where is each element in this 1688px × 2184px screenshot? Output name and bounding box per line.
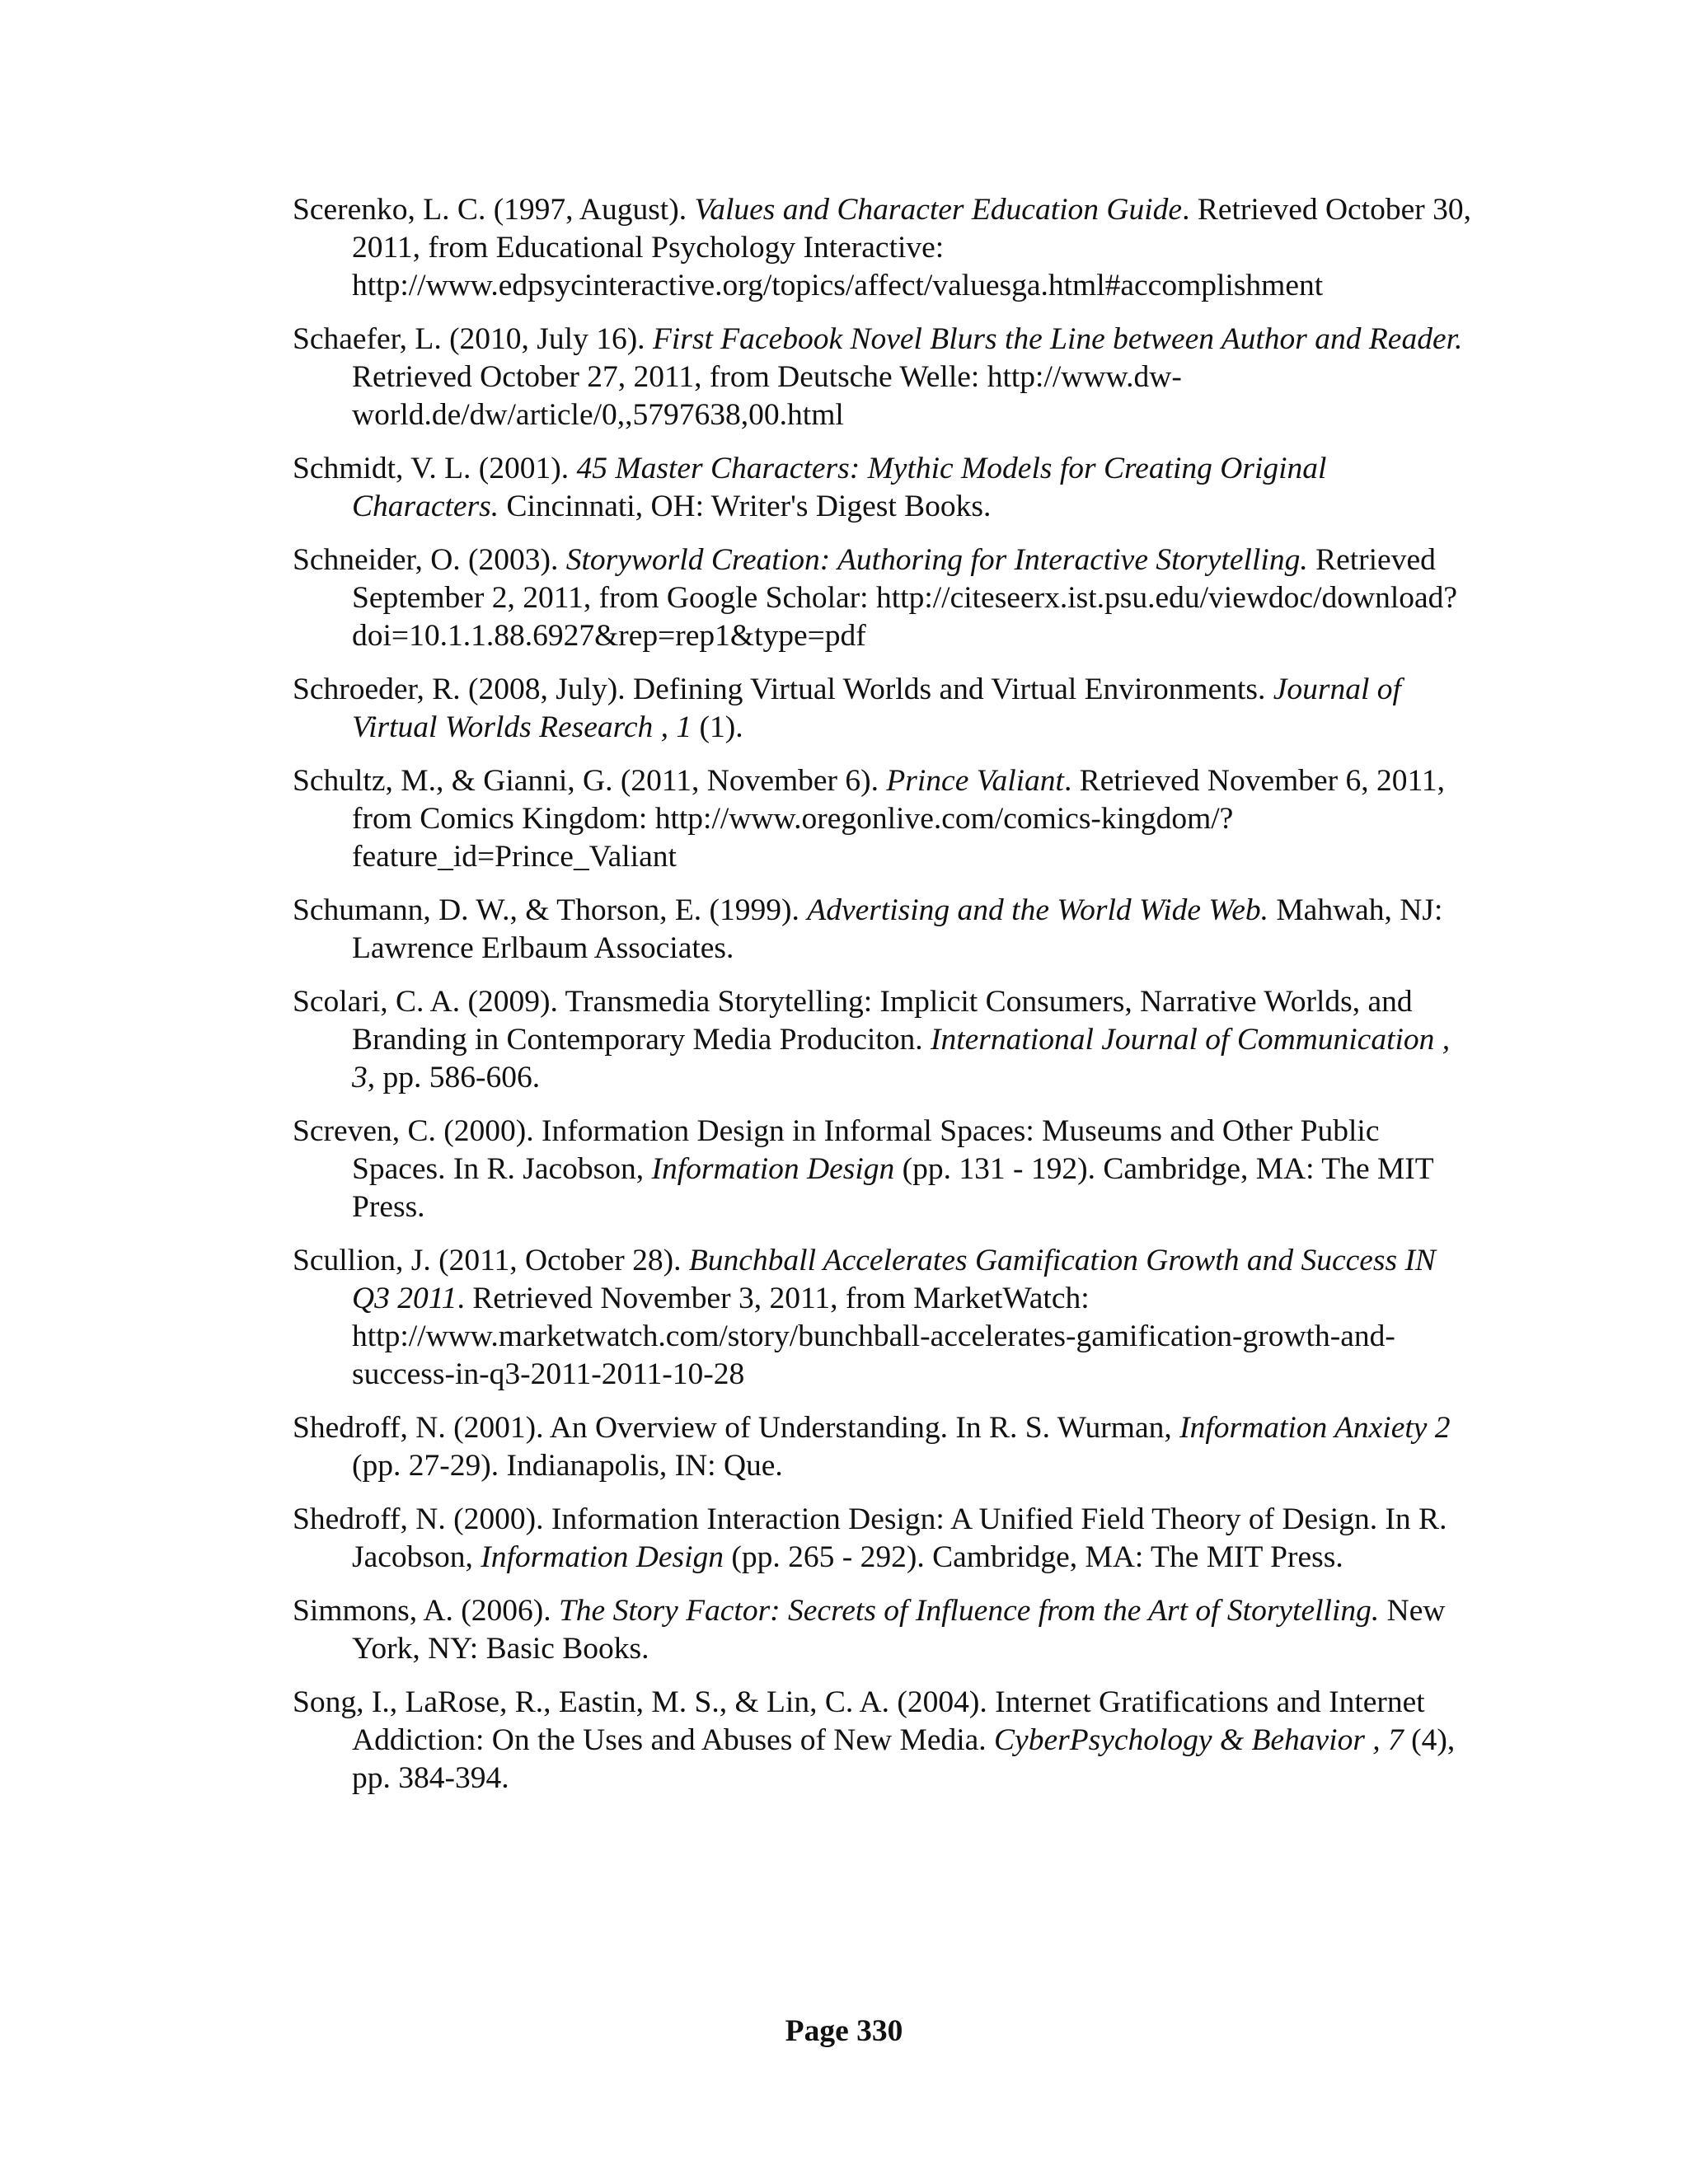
reference-title-italic: 45 Master Characters: Mythic Models for Creating Original Characters.: [352, 452, 1327, 523]
reference-text: (pp. 265 - 292). Cambridge, MA: The MIT Press.: [724, 1540, 1343, 1574]
reference-text: . Retrieved November 3, 2011, from MarketWatch: http://www.marketwatch.com/story/bunchball-accelerates-gamification-growth-and-success-in-q3-2011-2011-10-28: [352, 1282, 1395, 1391]
reference-text: Shedroff, N. (2000). Information Interaction Design: A Unified Field Theory of Design. In R. Jacobson,: [293, 1502, 1447, 1574]
reference-entry: [293, 762, 1479, 876]
reference-title-italic: Information Design: [481, 1540, 724, 1574]
reference-text: Schmidt, V. L. (2001).: [293, 452, 577, 485]
reference-text: Cincinnati, OH: Writer's Digest Books.: [499, 490, 992, 523]
reference-entry: [293, 450, 1479, 526]
reference-text: , pp. 586-606.: [367, 1061, 541, 1094]
reference-text: Schaefer, L. (2010, July 16).: [293, 322, 653, 356]
reference-title-italic: First Facebook Novel Blurs the Line between Author and Reader.: [652, 322, 1463, 356]
reference-entry: [293, 1684, 1479, 1797]
reference-title-italic: Values and Character Education Guide: [694, 193, 1183, 227]
reference-entry: [293, 191, 1479, 305]
reference-title-italic: Prince Valiant: [886, 764, 1064, 798]
reference-text: Mahwah, NJ: Lawrence Erlbaum Associates.: [352, 893, 1443, 965]
reference-text: Simmons, A. (2006).: [293, 1594, 559, 1628]
reference-entry: [293, 671, 1479, 747]
page-number: Page 330: [785, 2014, 903, 2048]
reference-title-italic: Storyworld Creation: Authoring for Interactive Storytelling.: [565, 543, 1308, 577]
reference-text: . Retrieved November 6, 2011, from Comics Kingdom: http://www.oregonlive.com/comics-kingdom/?feature_id=Prince_Valiant: [352, 764, 1445, 874]
reference-entry: [293, 321, 1479, 434]
reference-entry: [293, 1242, 1479, 1394]
reference-title-italic: International Journal of Communication , 3: [352, 1023, 1451, 1094]
reference-text: Retrieved October 27, 2011, from Deutsche Welle: http://www.dw-world.de/dw/article/0,,5797638,00.html: [352, 360, 1182, 432]
reference-text: (pp. 131 - 192). Cambridge, MA: The MIT Press.: [352, 1152, 1434, 1224]
reference-text: Scullion, J. (2011, October 28).: [293, 1244, 689, 1277]
reference-text: New York, NY: Basic Books.: [352, 1594, 1446, 1666]
reference-text: Screven, C. (2000). Information Design in Informal Spaces: Museums and Other Public Spaces. In R. Jacobson,: [293, 1114, 1380, 1186]
reference-title-italic: Journal of Virtual Worlds Research , 1: [352, 673, 1401, 744]
reference-text: Schumann, D. W., & Thorson, E. (1999).: [293, 893, 808, 927]
reference-entry: [293, 1409, 1479, 1485]
reference-title-italic: Bunchball Accelerates Gamification Growth and Success IN Q3 2011: [352, 1244, 1436, 1315]
reference-text: Shedroff, N. (2001). An Overview of Understanding. In R. S. Wurman,: [293, 1411, 1180, 1445]
reference-text: Schneider, O. (2003).: [293, 543, 566, 577]
reference-entry: [293, 1592, 1479, 1668]
reference-text: . Retrieved October 30, 2011, from Educational Psychology Interactive: http://www.edpsycinteractive.org/topics/affect/valuesga.html#accomplishment: [352, 193, 1471, 302]
reference-text: Retrieved September 2, 2011, from Google Scholar: http://citeseerx.ist.psu.edu/viewdoc/download?doi=10.1.1.88.6927&rep=rep1&type=pdf: [352, 543, 1458, 653]
reference-text: Song, I., LaRose, R., Eastin, M. S., & Lin, C. A. (2004). Internet Gratifications and Internet Addiction: On the Uses and Abuses of New Media.: [293, 1685, 1425, 1757]
reference-text: Schultz, M., & Gianni, G. (2011, November 6).: [293, 764, 887, 798]
reference-title-italic: Advertising and the World Wide Web.: [807, 893, 1268, 927]
reference-entry: [293, 1501, 1479, 1577]
reference-title-italic: CyberPsychology & Behavior , 7: [994, 1723, 1404, 1757]
reference-text: (pp. 27-29). Indianapolis, IN: Que.: [352, 1449, 783, 1483]
reference-text: (4), pp. 384-394.: [352, 1723, 1456, 1795]
reference-entry: [293, 983, 1479, 1097]
reference-entry: [293, 892, 1479, 968]
reference-text: Schroeder, R. (2008, July). Defining Virtual Worlds and Virtual Environments.: [293, 673, 1273, 706]
reference-text: Scerenko, L. C. (1997, August).: [293, 193, 695, 227]
reference-entry: [293, 1113, 1479, 1226]
reference-list: [293, 191, 1479, 1813]
reference-title-italic: Information Design: [651, 1152, 895, 1186]
reference-title-italic: The Story Factor: Secrets of Influence from the Art of Storytelling.: [558, 1594, 1380, 1628]
reference-text: (1).: [692, 710, 743, 744]
reference-entry: [293, 541, 1479, 655]
reference-text: Scolari, C. A. (2009). Transmedia Storytelling: Implicit Consumers, Narrative Worlds, and Branding in Contemporary Media Produciton.: [293, 985, 1413, 1057]
reference-title-italic: Information Anxiety 2: [1179, 1411, 1451, 1445]
